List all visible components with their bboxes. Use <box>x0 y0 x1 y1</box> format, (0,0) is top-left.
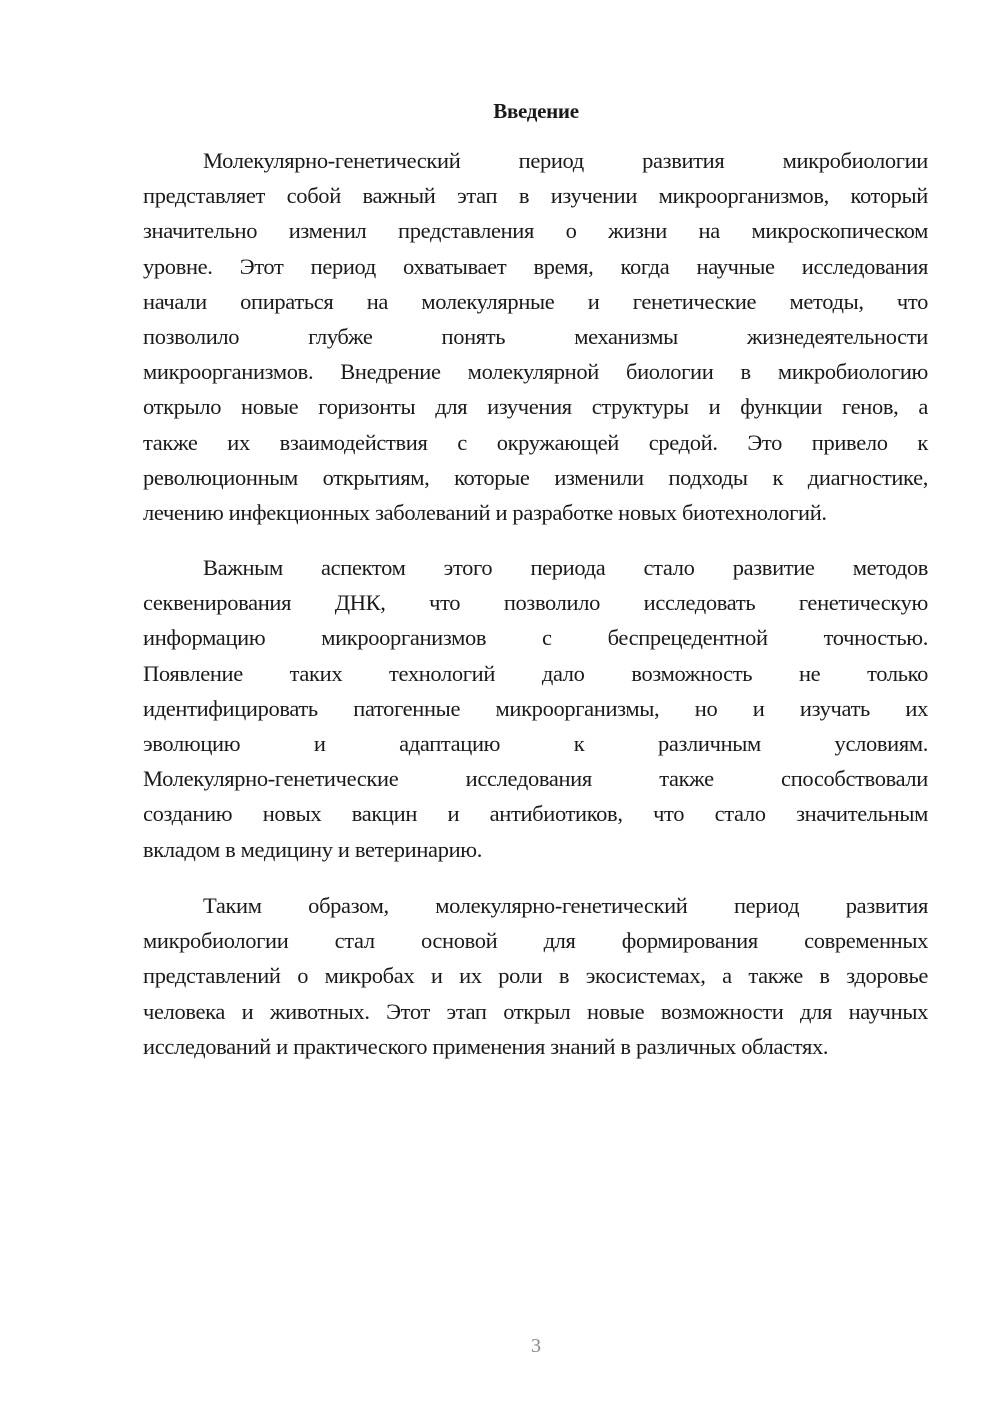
text-line: позволило глубже понять механизмы жизнедеятельности <box>143 323 928 349</box>
text-line: также их взаимодействия с окружающей средой. Это привело к <box>143 429 928 455</box>
text-line: Таким образом, молекулярно-генетический период развития <box>203 893 928 918</box>
text-line: Появление таких технологий дало возможность не только <box>143 660 928 686</box>
page-number: 3 <box>531 1335 541 1357</box>
text-line: открыло новые горизонты для изучения структуры и функции генов, а <box>143 394 928 420</box>
text-line: начали опираться на молекулярные и генетические методы, что <box>143 288 928 314</box>
text-line: Молекулярно-генетические исследования также способствовали <box>143 766 928 792</box>
paragraph-dna-sequencing <box>143 550 928 867</box>
text-line: представляет собой важный этап в изучении микроорганизмов, который <box>143 183 928 209</box>
text-line: Важным аспектом этого периода стало развитие методов <box>203 555 928 580</box>
text-line: секвенирования ДНК, что позволило исследовать генетическую <box>143 590 928 616</box>
text-line: информацию микроорганизмов с беспрецедентной точностью. <box>143 625 928 651</box>
paragraph-conclusion <box>143 888 928 1064</box>
text-line: представлений о микробах и их роли в экосистемах, а также в здоровье <box>143 963 928 989</box>
text-line: микроорганизмов. Внедрение молекулярной биологии в микробиологию <box>143 359 928 385</box>
text-line: значительно изменил представления о жизни на микроскопическом <box>143 218 928 244</box>
text-line: человека и животных. Этот этап открыл новые возможности для научных <box>143 998 928 1024</box>
text-line: исследований и практического применения знаний в различных областях. <box>143 1033 829 1059</box>
text-line: вкладом в медицину и ветеринарию. <box>143 836 483 862</box>
text-line: лечению инфекционных заболеваний и разработке новых биотехнологий. <box>143 499 827 525</box>
text-line: микробиологии стал основой для формирования современных <box>143 928 928 954</box>
text-line: эволюцию и адаптацию к различным условиям. <box>143 730 928 756</box>
text-line: уровне. Этот период охватывает время, когда научные исследования <box>143 253 928 279</box>
text-line: идентифицировать патогенные микроорганизмы, но и изучать их <box>143 695 928 721</box>
section-heading: Введение <box>493 99 579 123</box>
text-line: Молекулярно-генетический период развития микробиологии <box>203 148 928 173</box>
paragraph-introduction <box>143 143 928 530</box>
text-line: революционным открытиям, которые изменили подходы к диагностике, <box>143 464 928 490</box>
text-line: созданию новых вакцин и антибиотиков, что стало значительным <box>143 801 928 827</box>
